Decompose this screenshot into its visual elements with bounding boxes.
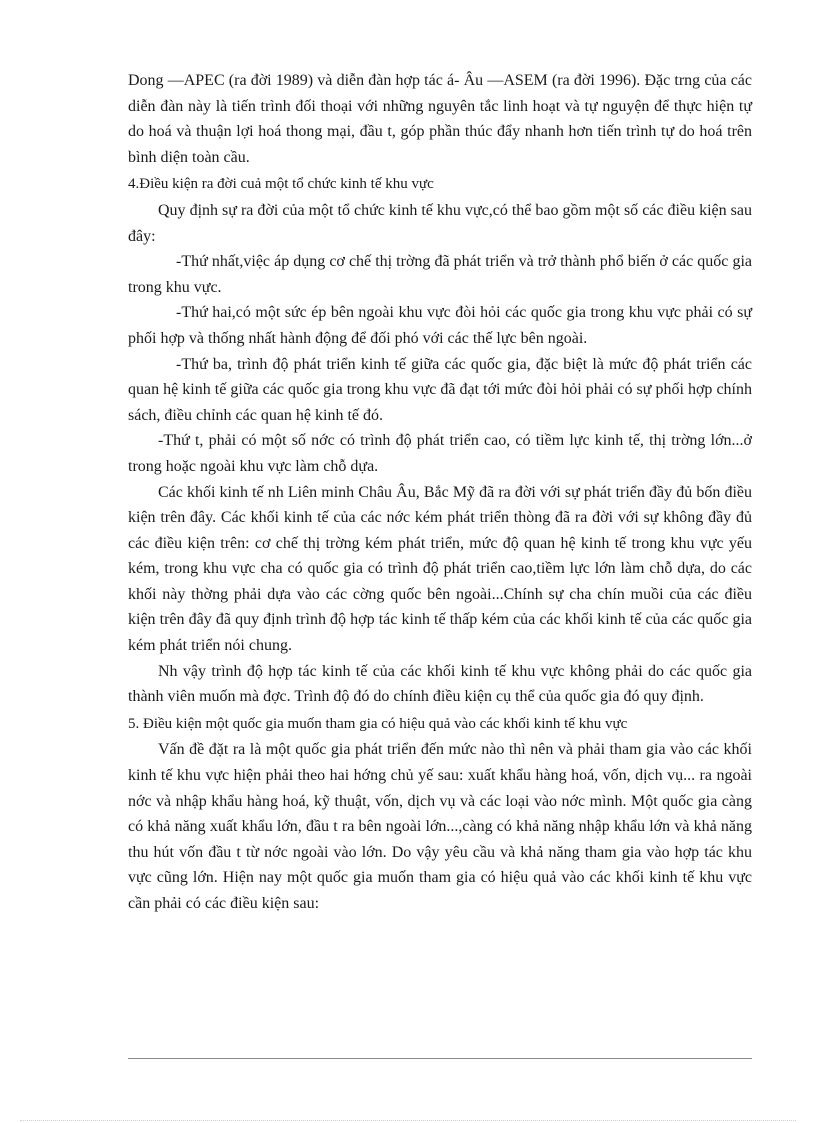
document-body xyxy=(128,68,752,917)
paragraph-condition-third: -Thứ ba, trình độ phát triển kinh tế giữa các quốc gia, đặc biệt là mức độ phát triển các quan hệ kinh tế giữa các quốc gia trong khu vực đã đạt tới mức đòi hỏi phải có sự phối hợp chính sách, điều chỉnh các quan hệ kinh tế đó. xyxy=(128,355,752,424)
paragraph-cooperation-level: Nh vậy trình độ hợp tác kinh tế của các khối kinh tế khu vực không phải do các quốc gia thành viên muốn mà đợc. Trình độ đó do chính điều kiện cụ thể của quốc gia đó quy định. xyxy=(128,662,752,706)
footer-divider xyxy=(128,1058,752,1059)
paragraph-condition-first: -Thứ nhất,việc áp dụng cơ chế thị trờng đã phát triển và trở thành phổ biến ở các quốc gia trong khu vực. xyxy=(128,253,752,296)
section-heading-4: 4.Điều kiện ra đời cuả một tổ chức kinh tế khu vực xyxy=(128,176,434,193)
section-heading-5: 5. Điều kiện một quốc gia muốn tham gia có hiệu quả vào các khối kinh tế khu vực xyxy=(128,715,628,732)
paragraph-condition-second: -Thứ hai,có một sức ép bên ngoài khu vực đòi hỏi các quốc gia trong khu vực phải có sự phối hợp và thống nhất hành động để đối phó với các thế lực bên ngoài. xyxy=(128,304,752,347)
page-bottom-border xyxy=(20,1120,796,1121)
paragraph-participation: Vấn đề đặt ra là một quốc gia phát triển đến mức nào thì nên và phải tham gia vào các khối kinh tế khu vực hiện phải theo hai hớng chủ yế sau: xuất khẩu hàng hoá, vốn, dịch vụ... ra ngoài nớc và nhập khẩu hàng hoá, kỹ thuật, vốn, dịch vụ và các loại vào nớc mình. Một quốc gia càng có khả năng xuất khẩu lớn, đầu t ra bên ngoài lớn...,càng có khả năng nhập khẩu lớn và khả năng thu hút vốn đầu t từ nớc ngoài vào lớn. Do vậy yêu cầu và khả năng tham gia vào hợp tác khu vực cũng lớn. Hiện nay một quốc gia muốn tham gia có hiệu quả vào các khối kinh tế khu vực cần phải có các điều kiện sau: xyxy=(128,741,752,912)
paragraph-economic-blocs: Các khối kinh tế nh Liên minh Châu Âu, Bắc Mỹ đã ra đời với sự phát triển đầy đủ bốn điều kiện trên đây. Các khối kinh tế của các nớc kém phát triển thòng đã ra đời với sự không đầy đủ các điều kiện trên: cơ chế thị trờng kém phát triển, mức độ quan hệ kinh tế trong khu vực yếu kém, trong khu vực cha có quốc gia có trình độ phát triển cao,tiềm lực lớn làm chỗ dựa, do các khối này thờng phải dựa vào các cờng quốc bên ngoài...Chính sự cha chín muồi của các điều kiện trên đây đã quy định trình độ hợp tác kinh tế thấp kém của các khối kinh tế của các quốc gia kém phát triển nói chung. xyxy=(128,483,752,655)
paragraph-condition-fourth: -Thứ t, phải có một số nớc có trình độ phát triển cao, có tiềm lực kinh tế, thị trờng lớn...ở trong hoặc ngoài khu vực làm chỗ dựa. xyxy=(128,432,752,475)
paragraph-intro-continued: Dong —APEC (ra đời 1989) và diễn đàn hợp tác á- Âu —ASEM (ra đời 1996). Đặc trng của các diễn đàn này là tiến trình đối thoại với những nguyên tắc linh hoạt và tự nguyện để thực hiện tự do hoá và thuận lợi hoá thong mại, đầu t, góp phần thúc đẩy nhanh hơn tiến trình tự do hoá trên bình diện toàn cầu. xyxy=(128,72,752,166)
paragraph-conditions-intro: Quy định sự ra đời của một tổ chức kinh tế khu vực,có thể bao gồm một số các điều kiện sau đây: xyxy=(128,201,752,245)
